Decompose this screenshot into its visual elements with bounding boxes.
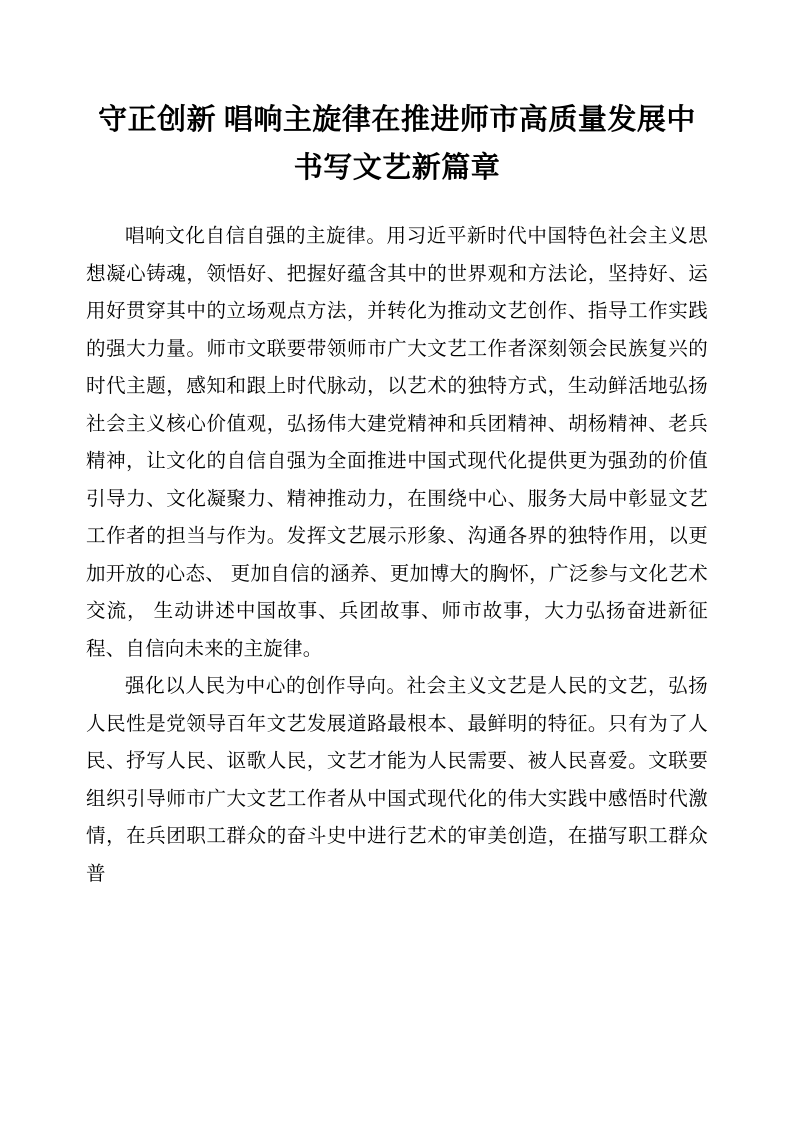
page-title: 守正创新 唱响主旋律在推进师市高质量发展中书写文艺新篇章 [98,104,696,184]
paragraph-2: 强化以人民为中心的创作导向。社会主义文艺是人民的文艺，弘扬人民性是党领导百年文艺发展道路最根本、最鲜明的特征。只有为了人民、抒写人民、讴歌人民，文艺才能为人民需要、被人民喜爱。文联要组织引导师市广大文艺工作者从中国式现代化的伟大实践中感悟时代激情，在兵团职工群众的奋斗史中进行艺术的审美创造，在描写职工群众普 [86,676,708,885]
paragraph-1: 唱响文化自信自强的主旋律。用习近平新时代中国特色社会主义思想凝心铸魂，领悟好、把握好蕴含其中的世界观和方法论，坚持好、运用好贯穿其中的立场观点方法，并转化为推动文艺创作、指导工作实践的强大力量。师市文联要带领师市广大文艺工作者深刻领会民族复兴的时代主题，感知和跟上时代脉动，以艺术的独特方式，生动鲜活地弘扬社会主义核心价值观，弘扬伟大建党精神和兵团精神、胡杨精神、老兵精神，让文化的自信自强为全面推进中国式现代化提供更为强劲的价值引导力、文化凝聚力、精神推动力，在围绕中心、服务大局中彰显文艺工作者的担当与作为。发挥文艺展示形象、沟通各界的独特作用，以更加开放的心态、 更加自信的涵养、更加博大的胸怀，广泛参与文化艺术交流， 生动讲述中国故事、兵团故事、师市故事，大力弘扬奋进新征程、自信向未来的主旋律。 [86,226,708,660]
